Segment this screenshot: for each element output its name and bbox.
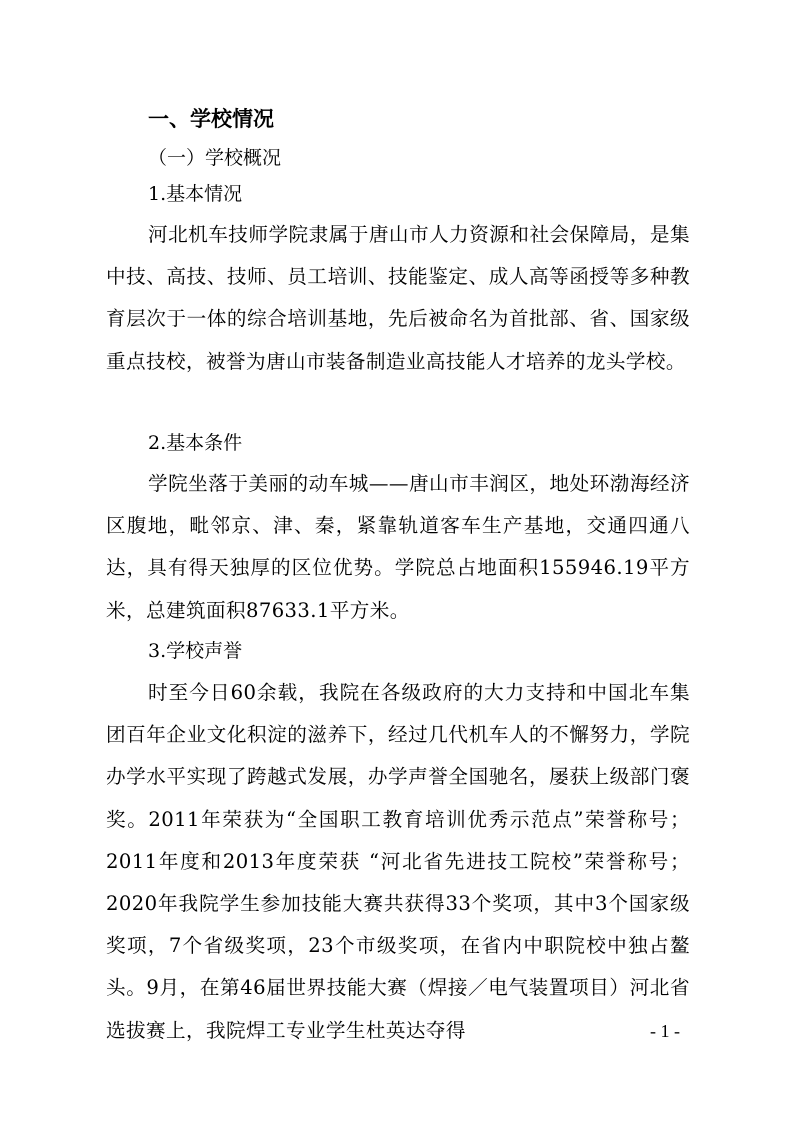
paragraph-basic-conditions: 学院坐落于美丽的动车城——唐山市丰润区，地处环渤海经济区腹地，毗邻京、津、秦，紧靠轨道客车生产基地，交通四通八达，具有得天独厚的区位优势。学院总占地面积155946.19平方米，总建筑面积87633.1平方米。 <box>106 472 690 622</box>
item-heading-basic-conditions: 2.基本条件 <box>148 432 243 454</box>
page-number: - 1 - <box>650 1021 680 1041</box>
subsection-title: （一）学校概况 <box>148 147 282 169</box>
item-heading-basic-info: 1.基本情况 <box>148 183 243 205</box>
paragraph-reputation: 时至今日60余载，我院在各级政府的大力支持和中国北车集团百年企业文化积淀的滋养下，经过几代机车人的不懈努力，学院办学水平实现了跨越式发展，办学声誉全国驰名，屡获上级部门褒奖。2011年荣获为“全国职工教育培训优秀示范点”荣誉称号；2011年度和2013年度荣获 “河北省先进技工院校”荣誉称号；2020年我院学生参加技能大赛共获得33个奖项，其中3个国家级奖项，7个省级奖项，23个市级奖项，在省内中职院校中独占鳌头。9月，在第46届世界技能大赛（焊接／电气装置项目）河北省选拔赛上，我院焊工专业学生杜英达夺得 <box>106 681 690 1042</box>
paragraph-basic-info: 河北机车技师学院隶属于唐山市人力资源和社会保障局，是集中技、高技、技师、员工培训、技能鉴定、成人高等函授等多种教育层次于一体的综合培训基地，先后被命名为首批部、省、国家级重点技校，被誉为唐山市装备制造业高技能人才培养的龙头学校。 <box>106 223 690 373</box>
section-title: 一、学校情况 <box>148 107 274 131</box>
item-heading-reputation: 3.学校声誉 <box>148 640 243 662</box>
